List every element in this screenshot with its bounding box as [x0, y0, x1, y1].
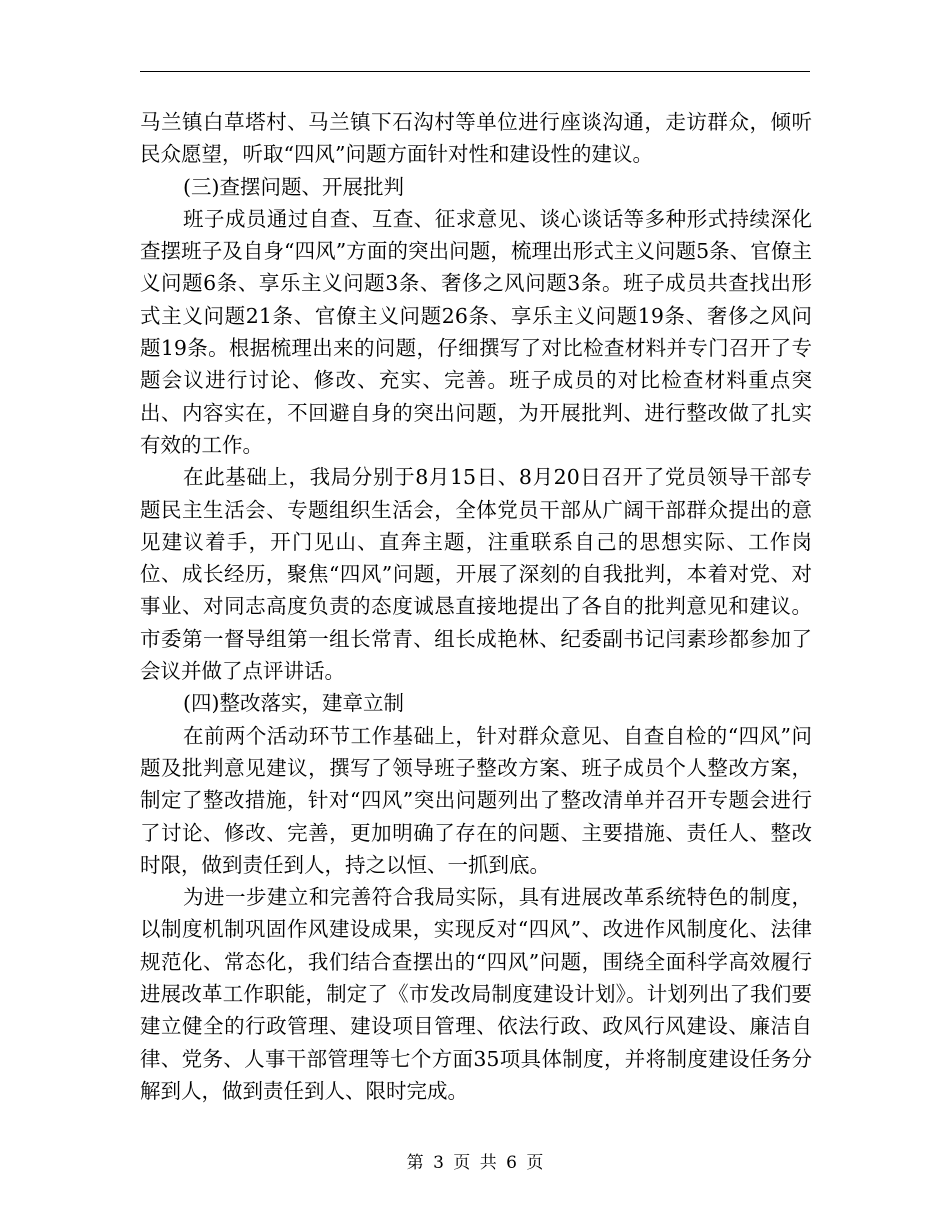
- paragraph: 在此基础上，我局分别于8月15日、8月20日召开了党员领导干部专题民主生活会、专题组织生活会，全体党员干部从广阔干部群众提出的意见建议着手，开门见山、直奔主题，注重联系自己的思想实际、工作岗位、成长经历，聚焦“四风”问题，开展了深刻的自我批判，本着对党、对事业、对同志高度负责的态度诚恳直接地提出了各自的批判意见和建议。市委第一督导组第一组长常青、组长成艳林、纪委副书记闫素珍都参加了会议并做了点评讲话。: [140, 465, 812, 684]
- page-number-footer: 第 3 页 共 6 页: [406, 1153, 544, 1173]
- document-body: [140, 106, 812, 1107]
- section-heading-3: (三)查摆问题、开展批判: [183, 174, 404, 199]
- paragraph: 为进一步建立和完善符合我局实际，具有进展改革系统特色的制度，以制度机制巩固作风建设成果，实现反对“四风”、改进作风制度化、法律规范化、常态化，我们结合查摆出的“四风”问题，围绕全面科学高效履行进展改革工作职能，制定了《市发改局制度建设计划》。计划列出了我们要建立健全的行政管理、建设项目管理、依法行政、政风行风建设、廉洁自律、党务、人事干部管理等七个方面35项具体制度，并将制度建设任务分解到人，做到责任到人、限时完成。: [140, 885, 812, 1103]
- paragraph-continuation: 马兰镇白草塔村、马兰镇下石沟村等单位进行座谈沟通，走访群众，倾听民众愿望，听取“四风”问题方面针对性和建设性的建议。: [140, 110, 812, 167]
- header-rule: [140, 71, 810, 72]
- section-heading-4: (四)整改落实，建章立制: [183, 691, 404, 716]
- paragraph: 在前两个活动环节工作基础上，针对群众意见、自查自检的“四风”问题及批判意见建议，撰写了领导班子整改方案、班子成员个人整改方案，制定了整改措施，针对“四风”突出问题列出了整改清单并召开专题会进行了讨论、修改、完善，更加明确了存在的问题、主要措施、责任人、整改时限，做到责任到人，持之以恒、一抓到底。: [140, 723, 812, 877]
- paragraph: 班子成员通过自查、互查、征求意见、谈心谈话等多种形式持续深化查摆班子及自身“四风”方面的突出问题，梳理出形式主义问题5条、官僚主义问题6条、享乐主义问题3条、奢侈之风问题3条。班子成员共查找出形式主义问题21条、官僚主义问题26条、享乐主义问题19条、奢侈之风问题19条。根据梳理出来的问题，仔细撰写了对比检查材料并专门召开了专题会议进行讨论、修改、充实、完善。班子成员的对比检查材料重点突出、内容实在，不回避自身的突出问题，为开展批判、进行整改做了扎实有效的工作。: [140, 206, 812, 457]
